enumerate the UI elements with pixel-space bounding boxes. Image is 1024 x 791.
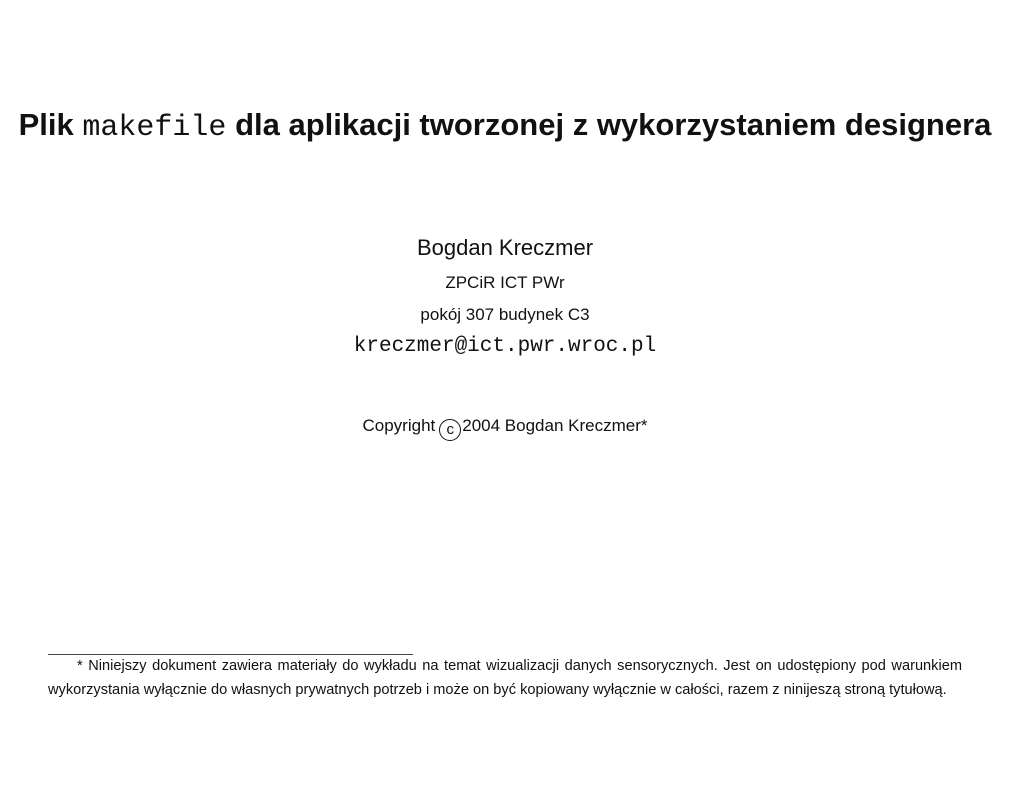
document-title: [0, 100, 1010, 153]
footnote-text: Niniejszy dokument zawiera materiały do wykładu na temat wizualizacji danych sensorycznych. Jest on udostępiony pod warunkiem wykorzystania wyłącznie do własnych prywatnych potrzeb i może on być kopiowany wyłącznie w całości, razem z ninijeszą stroną tytułową.: [48, 658, 962, 698]
copyright-line: [0, 413, 1010, 441]
copyright-symbol: c: [439, 419, 461, 441]
author-affiliation: ZPCiR ICT PWr: [445, 273, 565, 292]
copyright-word: Copyright: [362, 416, 436, 435]
author-room: pokój 307 budynek C3: [420, 305, 590, 324]
title-prefix: Plik: [18, 107, 74, 142]
author-email: kreczmer@ict.pwr.wroc.pl: [353, 335, 657, 358]
title-code: makefile: [82, 111, 227, 145]
footnote-marker: *: [77, 658, 83, 674]
copyright-text: 2004 Bogdan Kreczmer*: [462, 416, 648, 435]
footnote: [48, 655, 962, 702]
title-suffix: dla aplikacji tworzonej z wykorzystaniem designera: [235, 107, 992, 142]
author-name: Bogdan Kreczmer: [416, 235, 594, 260]
